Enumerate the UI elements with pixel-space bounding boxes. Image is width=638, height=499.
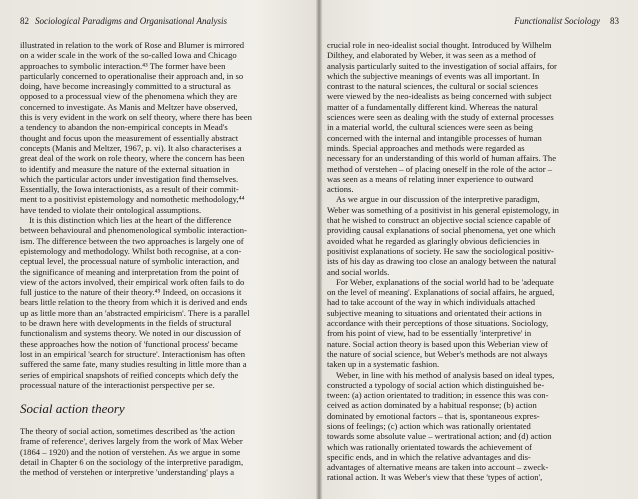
book-gutter bbox=[316, 0, 322, 499]
text-line: matter of a fundamentally different kind. Whereas the natural bbox=[327, 101, 538, 112]
text-line: suffered the same fate, many studies resulting in little more than a bbox=[20, 359, 247, 370]
text-line: particularly concerned to operationalise their approach and, in so bbox=[20, 70, 244, 81]
text-line: on the level of meaning'. Explanations of social affairs, he argued, bbox=[327, 287, 555, 298]
text-line: had to take account of the way in which individuals attached bbox=[327, 297, 536, 308]
text-line: that he wished to construct an objective social science capable of bbox=[327, 215, 551, 226]
text-line: on a wider scale in the work of the so-called Iowa and Chicago bbox=[20, 50, 237, 61]
text-line: from his point of view, had to be essentially 'interpretive' in bbox=[327, 328, 532, 339]
text-line: For Weber, explanations of the social world had to be 'adequate bbox=[336, 276, 554, 287]
text-line: sciences were seen as dealing with the study of external processes bbox=[327, 112, 554, 123]
text-line: actions. bbox=[327, 184, 354, 195]
text-line: in a material world, the cultural sciences were seen as being bbox=[327, 122, 533, 133]
text-line: between behavioural and phenomenological symbolic interaction- bbox=[20, 225, 247, 236]
text-line: concerned to investigate. As Manis and Meltzer have observed, bbox=[20, 101, 238, 112]
text-line: processual nature of the interactionist perspective per se. bbox=[20, 379, 215, 390]
text-line: specific ends, and in which the relative advantages and dis- bbox=[327, 451, 531, 462]
text-line: series of empirical snapshots of reified concepts which defy the bbox=[20, 369, 239, 380]
text-line: ceptual level, the processual nature of symbolic interaction, and bbox=[20, 256, 240, 267]
text-line: thought and focus upon the measurement of essentially abstract bbox=[20, 132, 239, 143]
text-line: opposed to a processual view of the phenomena which they are bbox=[20, 91, 238, 102]
left-paragraph-1 bbox=[20, 40, 308, 215]
text-line: providing causal explanations of social phenomena, yet one which bbox=[327, 225, 556, 236]
text-line: (1864 – 1920) and the notion of verstehen. As we argue in some bbox=[20, 446, 241, 457]
text-line: which was rationally orientated towards the achievement of bbox=[327, 441, 532, 452]
text-line: view of the actors involved, their empirical work often fails to do bbox=[20, 276, 245, 287]
text-line: detail in Chapter 6 on the sociology of the interpretive paradigm, bbox=[20, 456, 244, 467]
text-line: Essentially, the Iowa interactionists, as a result of their commit- bbox=[20, 184, 239, 195]
left-page-header bbox=[20, 16, 308, 28]
text-line: dominated by emotional factors – that is, spontaneous expres- bbox=[327, 410, 540, 421]
text-line: Weber, in line with his method of analysis based on ideal types, bbox=[336, 369, 555, 380]
text-line: Weber was something of a positivist in his general epistemology, in bbox=[327, 204, 559, 215]
text-line: minds. Special approaches and methods were regarded as bbox=[327, 142, 525, 153]
text-line: rational action. It was Weber's view that these 'types of action', bbox=[327, 472, 543, 483]
text-line: have tended to violate their ontological assumptions. bbox=[20, 204, 202, 215]
left-page bbox=[20, 0, 308, 499]
text-line: functionalism and systems theory. We noted in our discussion of bbox=[20, 328, 242, 339]
text-line: tween: (a) action orientated to tradition; in essence this was con- bbox=[327, 390, 549, 401]
text-line: accordance with their perceptions of those situations. Sociology, bbox=[327, 318, 549, 329]
text-line: the significance of meaning and interpretation from the point of bbox=[20, 266, 239, 277]
text-line: to identify and measure the nature of the external situation in bbox=[20, 163, 230, 174]
left-running-head: Sociological Paradigms and Organisational Analysis bbox=[35, 16, 228, 26]
text-line: full justice to the nature of their theory.⁴⁵ Indeed, on occasions it bbox=[20, 287, 242, 298]
text-line: crucial role in neo-idealist social thought. Introduced by Wilhelm bbox=[327, 40, 552, 50]
left-paragraph-2 bbox=[20, 215, 308, 390]
text-line: subjective meaning to situations and orientated their actions in bbox=[327, 307, 542, 318]
text-line: which the particular actors under investigation find themselves. bbox=[20, 173, 239, 184]
right-running-head: Functionalist Sociology bbox=[514, 16, 600, 26]
text-line: ists of his day as drawing too close an analogy between the natural bbox=[327, 256, 557, 267]
text-line: nature. Social action theory is based upon this Weberian view of bbox=[327, 338, 548, 349]
text-line: a tendency to abandon the non-empirical concepts in Mead's bbox=[20, 122, 228, 133]
text-line: Dilthey, and elaborated by Weber, it was seen as a method of bbox=[327, 50, 536, 61]
text-line: which the subjective meanings of events was all important. In bbox=[327, 70, 540, 81]
right-page-body bbox=[327, 40, 619, 483]
text-line: ment to a positivist epistemology and nomothetic methodology,⁴⁴ bbox=[20, 194, 245, 205]
text-line: doing, have become increasingly committed to a structural as bbox=[20, 81, 231, 92]
text-line: advantages of alternative means are taken into account – zweck- bbox=[327, 462, 549, 473]
text-line: epistemology and methodology. Whilst both recognise, at a con- bbox=[20, 245, 242, 256]
text-line: and social worlds. bbox=[327, 266, 390, 277]
text-line: illustrated in relation to the work of Rose and Blumer is mirrored bbox=[20, 40, 245, 50]
text-line: constructed a typology of social action which distinguished be- bbox=[327, 379, 545, 390]
text-line: method of verstehen – of placing oneself in the role of the actor – bbox=[327, 163, 553, 174]
text-line: to be drawn here with developments in the fields of structural bbox=[20, 318, 232, 329]
left-page-body bbox=[20, 40, 308, 478]
text-line: was seen as a means of relating inner experience to outward bbox=[327, 173, 534, 184]
text-line: It is this distinction which lies at the heart of the difference bbox=[29, 215, 232, 226]
text-line: positivist explanations of society. He saw the sociological positiv- bbox=[327, 245, 554, 256]
text-line: were viewed by the neo-idealists as being concerned with subject bbox=[327, 91, 552, 102]
right-page-number: 83 bbox=[610, 16, 619, 26]
text-line: contrast to the natural sciences, the cultural or social sciences bbox=[327, 81, 538, 92]
text-line: The theory of social action, sometimes described as 'the action bbox=[20, 426, 235, 437]
text-line: ceived as action dominated by a habitual response; (b) action bbox=[327, 400, 537, 411]
left-page-number: 82 bbox=[20, 16, 29, 26]
right-paragraph-3 bbox=[327, 277, 619, 370]
text-line: frame of reference', derives largely from the work of Max Weber bbox=[20, 436, 243, 447]
text-line: necessary for an understanding of this world of human affairs. The bbox=[327, 153, 557, 164]
text-line: the nature of social science, but Weber's methods are not always bbox=[327, 348, 548, 359]
right-paragraph-2 bbox=[327, 194, 619, 276]
right-paragraph-4 bbox=[327, 370, 619, 483]
text-line: As we argue in our discussion of the interpretive paradigm, bbox=[336, 194, 540, 205]
text-line: this is very evident in the work on self theory, where there has been bbox=[20, 112, 252, 123]
right-paragraph-1 bbox=[327, 40, 619, 194]
text-line: taken up in a systematic fashion. bbox=[327, 359, 440, 370]
text-line: concepts (Manis and Meltzer, 1967, p. vi). It also characterises a bbox=[20, 142, 242, 153]
text-line: lost in an empirical 'search for structure'. Interactionism has often bbox=[20, 348, 246, 359]
left-paragraph-3 bbox=[20, 426, 308, 477]
right-page bbox=[327, 0, 619, 499]
text-line: towards some absolute value – wertrational action; and (d) action bbox=[327, 431, 552, 442]
right-page-header bbox=[327, 16, 619, 28]
text-line: the method of verstehen or interpretive 'understanding' plays a bbox=[20, 467, 235, 478]
text-line: sions of feelings; (c) action which was rationally orientated bbox=[327, 420, 531, 431]
section-title: Social action theory bbox=[20, 401, 125, 417]
text-line: analysis particularly suited to the investigation of social affairs, for bbox=[327, 60, 557, 71]
text-line: great deal of the work on role theory, where the concern has been bbox=[20, 153, 245, 164]
text-line: bears little relation to the theory from which it is derived and ends bbox=[20, 297, 248, 308]
text-line: ism. The difference between the two approaches is largely one of bbox=[20, 235, 244, 246]
text-line: avoided what he regarded as glaringly obvious deficiencies in bbox=[327, 235, 540, 246]
text-line: up as little more than an 'abstracted empiricism'. There is a parallel bbox=[20, 307, 250, 318]
text-line: these approaches how the notion of 'functional process' became bbox=[20, 338, 238, 349]
text-line: concerned with the internal and intangible processes of human bbox=[327, 132, 542, 143]
text-line: approaches to symbolic interaction.⁴³ The former have been bbox=[20, 60, 226, 71]
